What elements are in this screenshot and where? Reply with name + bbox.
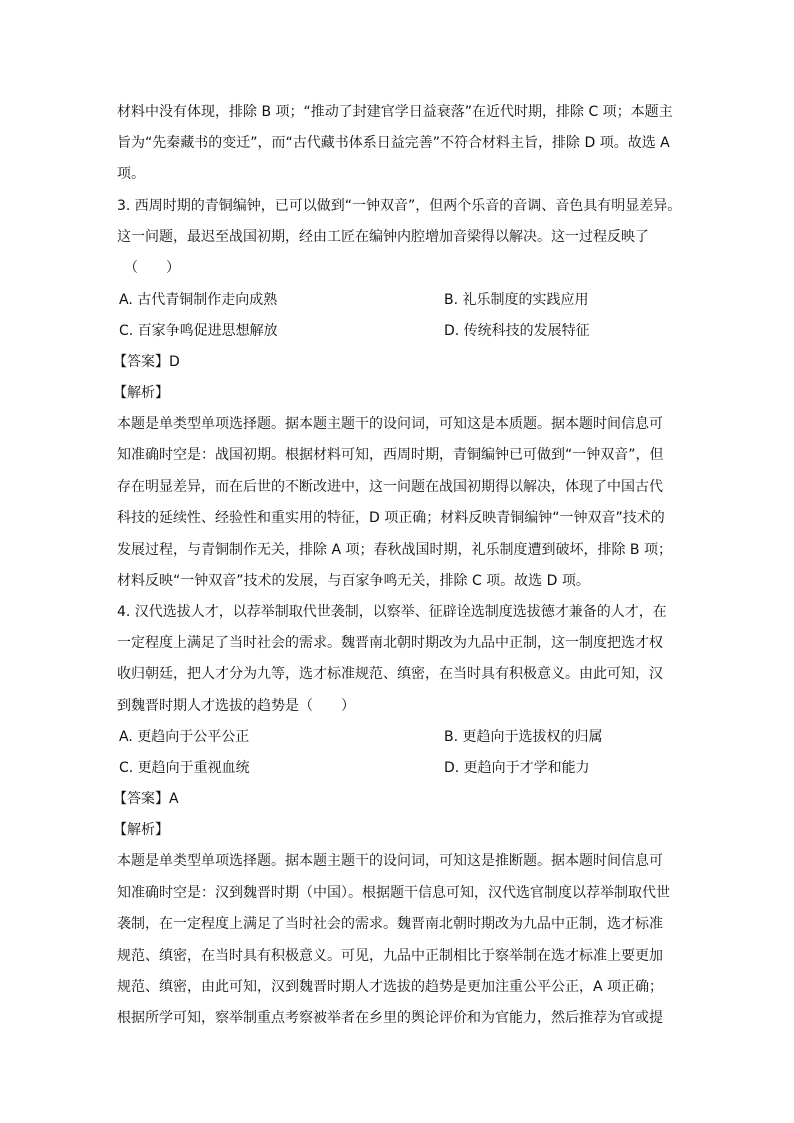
q4-analysis-line-3: 袭制，在一定程度上满足了当时社会的需求。魏晋南北朝时期改为九品中正制，选才标准 (117, 916, 663, 932)
q3-option-d: D. 传统科技的发展特征 (444, 323, 590, 339)
q3-analysis-line-2: 知准确时空是：战国初期。根据材料可知，西周时期，青铜编钟已可做到“一钟双音”，但 (117, 447, 664, 463)
q3-option-a: A. 古代青铜制作走向成熟 (119, 292, 278, 308)
q4-option-b: B. 更趋向于选拔权的归属 (444, 729, 603, 745)
q2-analysis-line-3: 项。 (117, 166, 145, 182)
q4-stem-line-4: 到魏晋时期人才选拔的趋势是（ ） (117, 698, 355, 714)
q3-stem-line-3: （ ） (124, 260, 180, 276)
q4-analysis-line-4: 规范、缜密，在当时具有积极意义。可见，九品中正制相比于察举制在选才标准上要更加 (117, 948, 663, 964)
q2-analysis-line-1: 材料中没有体现，排除 B 项；“推动了封建官学日益衰落”在近代时期，排除 C 项；本题主 (117, 104, 673, 120)
q3-stem-line-1: 3. 西周时期的青铜编钟，已可以做到“一钟双音”，但两个乐音的音调、音色具有明显差异。 (117, 198, 682, 214)
q4-analysis-line-5: 规范、缜密，由此可知，汉到魏晋时期人才选拔的趋势是更加注重公平公正，A 项正确； (117, 979, 664, 995)
q3-answer: 【答案】D (113, 354, 180, 370)
q4-analysis-line-1: 本题是单类型单项选择题。据本题主题干的设问词，可知这是推断题。据本题时间信息可 (117, 853, 663, 869)
q3-analysis-line-5: 发展过程，与青铜制作无关，排除 A 项；春秋战国时期，礼乐制度遭到破坏，排除 B 项； (117, 542, 672, 558)
q4-option-c: C. 更趋向于重视血统 (119, 760, 250, 776)
q4-analysis-line-6: 根据所学可知，察举制重点考察被举者在乡里的舆论评价和为官能力，然后推荐为官或提 (117, 1010, 663, 1026)
q4-stem-line-3: 收归朝廷，把人才分为九等，选才标准规范、缜密，在当时具有积极意义。由此可知，汉 (117, 666, 663, 682)
q4-analysis-label: 【解析】 (113, 822, 169, 838)
q3-analysis-line-4: 科技的延续性、经验性和重实用的特征，D 项正确；材料反映青铜编钟“一钟双音”技术的 (117, 510, 665, 526)
q3-analysis-line-1: 本题是单类型单项选择题。据本题主题干的设问词，可知这是本质题。据本题时间信息可 (117, 416, 663, 432)
q3-option-c: C. 百家争鸣促进思想解放 (119, 323, 278, 339)
q2-analysis-line-2: 旨为“先秦藏书的变迁”，而“古代藏书体系日益完善”不符合材料主旨，排除 D 项。故选 A (117, 135, 670, 151)
q4-option-a: A. 更趋向于公平公正 (119, 729, 250, 745)
q3-stem-line-2: 这一问题，最迟至战国初期，经由工匠在编钟内腔增加音梁得以解决。这一过程反映了 (117, 229, 649, 245)
q3-analysis-label: 【解析】 (113, 385, 169, 401)
q3-option-b: B. 礼乐制度的实践应用 (444, 292, 589, 308)
q3-analysis-line-6: 材料反映“一钟双音”技术的发展，与百家争鸣无关，排除 C 项。故选 D 项。 (117, 573, 590, 589)
q3-analysis-line-3: 存在明显差异，而在后世的不断改进中，这一问题在战国初期得以解决，体现了中国古代 (117, 479, 663, 495)
q4-stem-line-2: 一定程度上满足了当时社会的需求。魏晋南北朝时期改为九品中正制，这一制度把选才权 (117, 635, 663, 651)
q4-answer: 【答案】A (113, 791, 179, 807)
q4-option-d: D. 更趋向于才学和能力 (444, 760, 590, 776)
q4-analysis-line-2: 知准确时空是：汉到魏晋时期（中国）。根据题干信息可知，汉代选官制度以荐举制取代世 (117, 885, 670, 901)
q4-stem-line-1: 4. 汉代选拔人才，以荐举制取代世袭制，以察举、征辟诠选制度选拔德才兼备的人才，在 (117, 604, 667, 620)
